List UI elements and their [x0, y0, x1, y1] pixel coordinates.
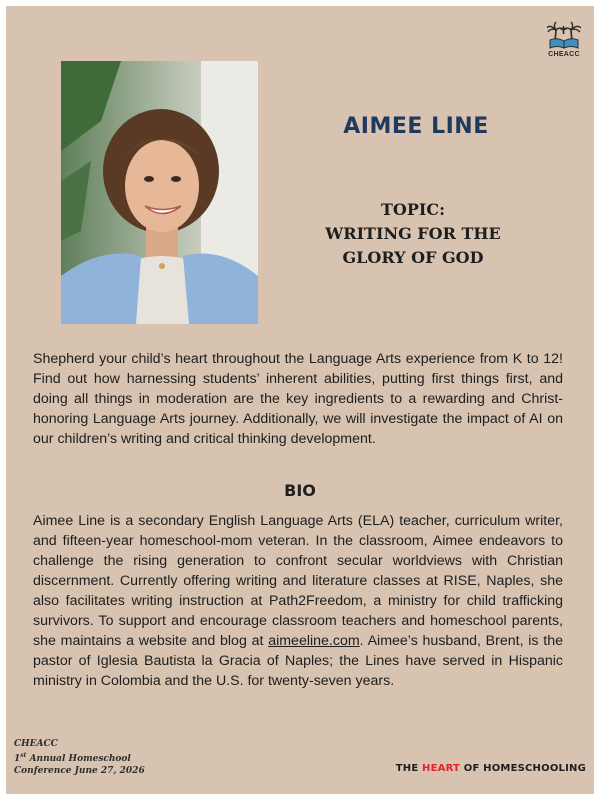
website-link[interactable]: aimeeline.com	[268, 633, 360, 649]
topic-title-line-2: GLORY OF GOD	[342, 248, 484, 267]
bio-text-part-1: Aimee Line is a secondary English Language Arts (ELA) teacher, curriculum writer, and fifteen-year homeschool-mom veteran. In the classroom, Aimee endeavors to challenge the rising generation to confront secular worldviews with Christian discernment. Currently offering writing and literature classes at RISE, Naples, she also facilitates writing instruction at Path2Freedom, a ministry for child trafficking survivors. To support and encourage classroom teachers and homeschool parents, she maintains a website and blog at	[33, 513, 563, 649]
palm-book-icon	[547, 20, 581, 50]
footer-conference-date: Conference June 27, 2026	[14, 766, 145, 776]
topic-block	[298, 198, 528, 270]
session-description: Shepherd your child’s heart throughout the Language Arts experience from K to 12! Find out how harnessing students’ inherent abilities, putting first things first, and doing all things in moderation are the key ingredients to a rewarding and Christ-honoring Language Arts journey. Additionally, we will investigate the impact of AI on our children’s writing and critical thinking development.	[33, 351, 563, 447]
footer-event-line: 1st Annual Homeschool	[14, 752, 131, 764]
bio-text	[33, 511, 563, 691]
logo-text: CHEACC	[548, 51, 580, 58]
conference-info	[14, 738, 194, 777]
speaker-portrait	[61, 61, 258, 324]
flyer-page	[6, 6, 594, 794]
tagline: THE HEART OF HOMESCHOOLING	[395, 763, 586, 774]
footer-org: CHEACC	[14, 739, 58, 749]
bio-text-part-2: . Aimee’s husband, Brent, is the pastor of Iglesia Bautista la Gracia of Naples; the Lines have served in Hispanic ministry in Colombia and the U.S. for twenty-seven years.	[33, 633, 563, 689]
tagline-heart: HEART	[422, 763, 461, 774]
bio-heading: BIO	[284, 481, 316, 500]
cheacc-logo	[544, 20, 584, 64]
topic-label: TOPIC:	[381, 200, 445, 219]
speaker-name: AIMEE LINE	[343, 114, 489, 139]
topic-title-line-1: WRITING FOR THE	[325, 224, 501, 243]
